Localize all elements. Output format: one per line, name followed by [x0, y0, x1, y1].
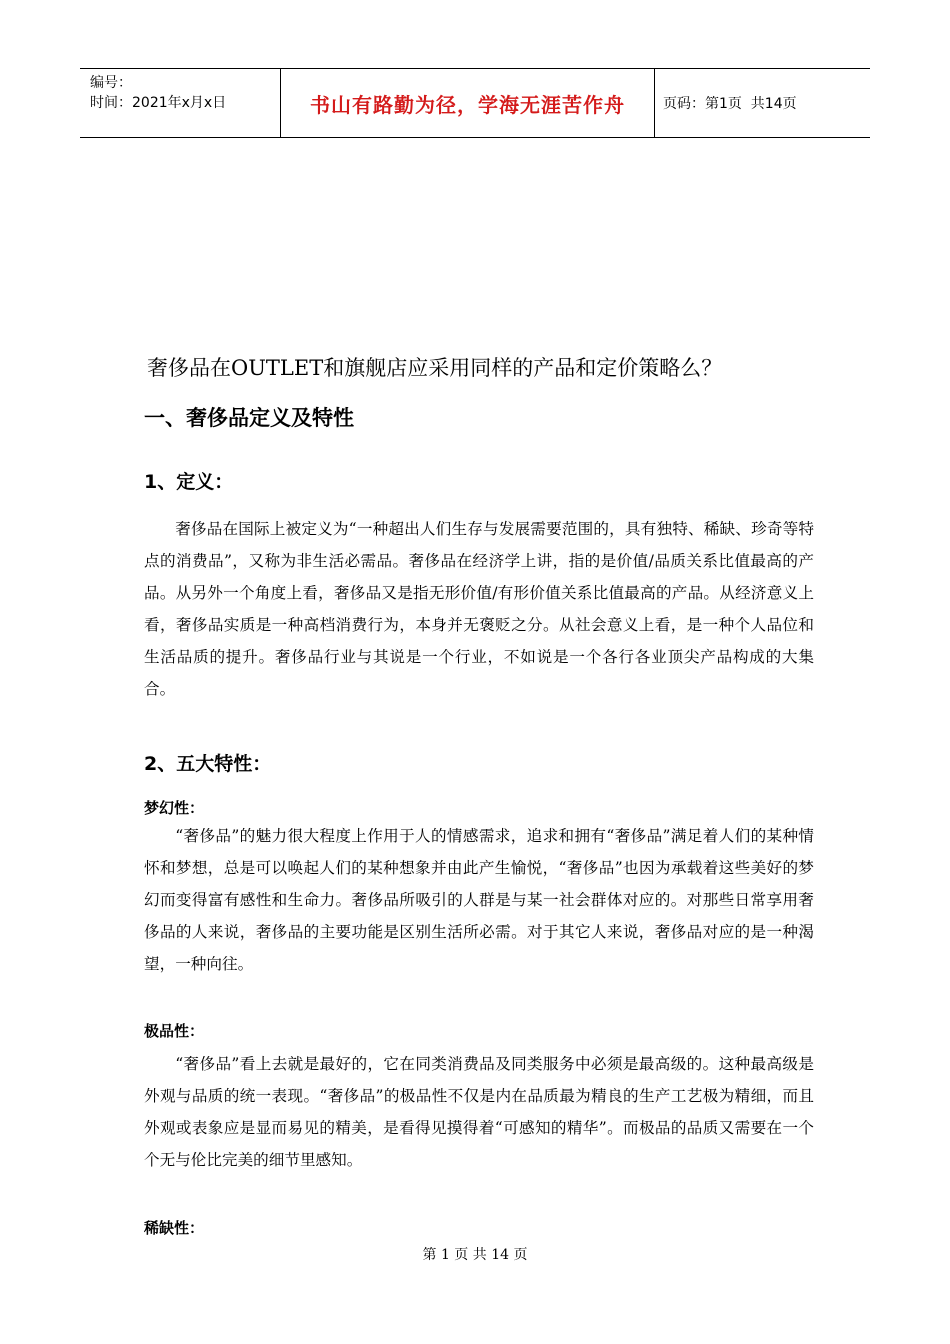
header-page-info: 页码：第1页 共14页	[663, 96, 797, 112]
page-footer: 第 1 页 共 14 页	[422, 1247, 528, 1263]
subsection-heading-five-traits: 2、五大特性：	[144, 753, 272, 775]
header-motto: 书山有路勤为径，学海无涯苦作舟	[281, 69, 655, 137]
paragraph-definition: 奢侈品在国际上被定义为“一种超出人们生存与发展需要范围的，具有独特、稀缺、珍奇等特点的消费品”，又称为非生活必需品。奢侈品在经济学上讲，指的是价值/品质关系比值最高的产品。从另外一个角度上看，奢侈品又是指无形价值/有形价值关系比值最高的产品。从经济意义上看，奢侈品实质是一种高档消费行为，本身并无褒贬之分。从社会意义上看，是一种个人品位和生活品质的提升。奢侈品行业与其说是一个行业，不如说是一个各行各业顶尖产品构成的大集合。	[144, 520, 814, 698]
trait-heading-scarcity: 稀缺性：	[144, 1219, 205, 1237]
document-body	[144, 352, 814, 1239]
header-meta-cell	[80, 69, 281, 137]
document-title: 奢侈品在OUTLET和旗舰店应采用同样的产品和定价策略么？	[147, 356, 723, 380]
paragraph-dreamlike: “奢侈品”的魅力很大程度上作用于人的情感需求，追求和拥有“奢侈品”满足着人们的某种情怀和梦想，总是可以唤起人们的某种想象并由此产生愉悦，“奢侈品”也因为承载着这些美好的梦幻而变得富有感性和生命力。奢侈品所吸引的人群是与某一社会群体对应的。对那些日常享用奢侈品的人来说，奢侈品的主要功能是区别生活所必需。对于其它人来说，奢侈品对应的是一种渴望，一种向往。	[144, 827, 814, 973]
header-table	[80, 68, 870, 138]
paragraph-premium: “奢侈品”看上去就是最好的，它在同类消费品及同类服务中必须是最高级的。这种最高级是外观与品质的统一表现。“奢侈品”的极品性不仅是内在品质最为精良的生产工艺极为精细，而且外观或表象应是显而易见的精美，是看得见摸得着“可感知的精华”。而极品的品质又需要在一个个无与伦比完美的细节里感知。	[144, 1055, 814, 1169]
section-heading-definition-traits: 一、奢侈品定义及特性	[144, 406, 354, 430]
document-number-label: 编号：	[90, 75, 132, 91]
subsection-heading-definition: 1、定义：	[144, 471, 234, 493]
trait-heading-dreamlike: 梦幻性：	[144, 799, 205, 817]
trait-heading-premium: 极品性：	[144, 1022, 205, 1040]
document-date-label: 时间：2021年x月x日	[90, 95, 227, 111]
header-page-cell	[655, 69, 870, 137]
